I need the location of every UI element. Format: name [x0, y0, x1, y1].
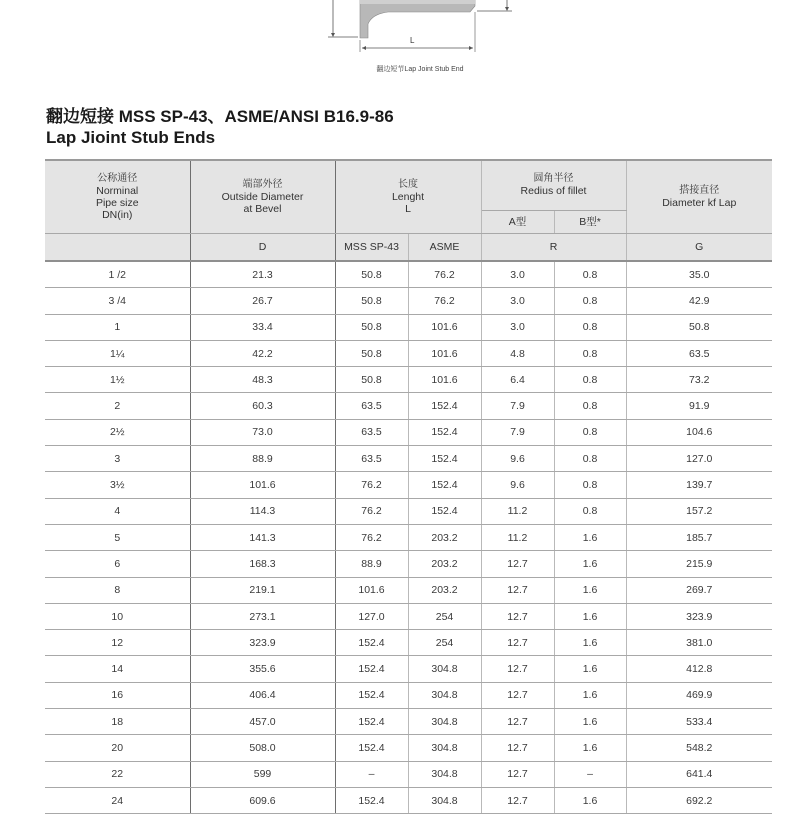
header-mss-sp43: MSS SP-43	[335, 234, 408, 262]
cell-length-mss: 76.2	[335, 472, 408, 498]
cell-lap-diameter: 185.7	[626, 524, 772, 550]
cell-nominal-size: 3 /4	[45, 288, 190, 314]
cell-radius-b: 1.6	[554, 787, 626, 813]
cell-radius-b: 1.6	[554, 577, 626, 603]
cell-outside-diameter: 88.9	[190, 446, 335, 472]
cell-lap-diameter: 381.0	[626, 630, 772, 656]
cell-length-mss: 152.4	[335, 682, 408, 708]
cell-radius-b: 0.8	[554, 446, 626, 472]
cell-nominal-size: 4	[45, 498, 190, 524]
header-outside-diameter: 端部外径 Outside Diameter at Bevel	[190, 160, 335, 234]
cell-outside-diameter: 73.0	[190, 419, 335, 445]
cell-radius-a: 4.8	[481, 340, 554, 366]
cell-nominal-size: 24	[45, 787, 190, 813]
cell-length-mss: 76.2	[335, 524, 408, 550]
page-title	[46, 106, 394, 148]
table-row	[45, 393, 772, 419]
cell-radius-b: 1.6	[554, 524, 626, 550]
cell-nominal-size: 6	[45, 551, 190, 577]
cell-length-asme: 152.4	[408, 472, 481, 498]
cell-length-mss: 152.4	[335, 630, 408, 656]
cell-lap-diameter: 323.9	[626, 603, 772, 629]
table-row	[45, 656, 772, 682]
cell-length-asme: 304.8	[408, 682, 481, 708]
cell-length-mss: 152.4	[335, 656, 408, 682]
header-length: 长度 Lenght L	[335, 160, 481, 234]
cell-outside-diameter: 508.0	[190, 735, 335, 761]
cell-radius-a: 3.0	[481, 314, 554, 340]
cell-radius-a: 9.6	[481, 446, 554, 472]
table-row	[45, 288, 772, 314]
cell-nominal-size: 1¼	[45, 340, 190, 366]
cell-lap-diameter: 157.2	[626, 498, 772, 524]
stub-ends-spec-table	[45, 159, 772, 814]
cell-radius-a: 12.7	[481, 577, 554, 603]
cell-radius-a: 11.2	[481, 498, 554, 524]
cell-length-asme: 101.6	[408, 314, 481, 340]
cell-outside-diameter: 457.0	[190, 709, 335, 735]
cell-radius-a: 7.9	[481, 393, 554, 419]
cell-length-asme: 203.2	[408, 524, 481, 550]
header-asme: ASME	[408, 234, 481, 262]
table-row	[45, 314, 772, 340]
cell-lap-diameter: 692.2	[626, 787, 772, 813]
cell-length-mss: 152.4	[335, 735, 408, 761]
cell-length-mss: 50.8	[335, 261, 408, 288]
cell-length-asme: 152.4	[408, 498, 481, 524]
cell-radius-b: 0.8	[554, 314, 626, 340]
cell-length-asme: 101.6	[408, 340, 481, 366]
cell-length-mss: 63.5	[335, 393, 408, 419]
cell-outside-diameter: 114.3	[190, 498, 335, 524]
cell-nominal-size: 16	[45, 682, 190, 708]
header-fillet-radius: 圆角半径 Redius of fillet	[481, 160, 626, 210]
cell-length-mss: 76.2	[335, 498, 408, 524]
title-line-2: Lap Jioint Stub Ends	[46, 128, 216, 147]
table-row	[45, 761, 772, 787]
table-row	[45, 551, 772, 577]
cell-nominal-size: 22	[45, 761, 190, 787]
cell-outside-diameter: 42.2	[190, 340, 335, 366]
cell-radius-b: 1.6	[554, 709, 626, 735]
cell-radius-b: 0.8	[554, 419, 626, 445]
cell-length-mss: 50.8	[335, 340, 408, 366]
dimension-label-l: L	[410, 36, 415, 45]
cell-lap-diameter: 533.4	[626, 709, 772, 735]
cell-radius-a: 12.7	[481, 630, 554, 656]
cell-nominal-size: 8	[45, 577, 190, 603]
cell-nominal-size: 1½	[45, 367, 190, 393]
cell-nominal-size: 2	[45, 393, 190, 419]
cell-outside-diameter: 406.4	[190, 682, 335, 708]
cell-length-asme: 203.2	[408, 551, 481, 577]
cell-radius-b: 1.6	[554, 682, 626, 708]
cell-radius-a: 12.7	[481, 761, 554, 787]
table-row	[45, 682, 772, 708]
cell-nominal-size: 3	[45, 446, 190, 472]
table-row	[45, 498, 772, 524]
table-row	[45, 367, 772, 393]
cell-nominal-size: 3½	[45, 472, 190, 498]
table-row	[45, 340, 772, 366]
cell-lap-diameter: 127.0	[626, 446, 772, 472]
table-row	[45, 709, 772, 735]
cell-length-asme: 304.8	[408, 656, 481, 682]
cell-outside-diameter: 141.3	[190, 524, 335, 550]
cell-length-mss: 152.4	[335, 709, 408, 735]
cell-radius-b: 1.6	[554, 603, 626, 629]
cell-radius-a: 12.7	[481, 682, 554, 708]
cell-length-asme: 203.2	[408, 577, 481, 603]
cell-length-asme: 304.8	[408, 735, 481, 761]
cell-nominal-size: 5	[45, 524, 190, 550]
cell-lap-diameter: 469.9	[626, 682, 772, 708]
cell-length-asme: 101.6	[408, 367, 481, 393]
table-row	[45, 419, 772, 445]
cell-length-mss: 50.8	[335, 314, 408, 340]
cell-outside-diameter: 323.9	[190, 630, 335, 656]
table-row	[45, 603, 772, 629]
cell-lap-diameter: 63.5	[626, 340, 772, 366]
header-nominal-pipe-size: 公称通径 Norminal Pipe size DN(in)	[45, 160, 190, 234]
cell-radius-b: 0.8	[554, 288, 626, 314]
cell-length-mss: 63.5	[335, 419, 408, 445]
cell-radius-b: 0.8	[554, 340, 626, 366]
cell-radius-a: 12.7	[481, 787, 554, 813]
cell-outside-diameter: 101.6	[190, 472, 335, 498]
cell-length-asme: 76.2	[408, 261, 481, 288]
cell-nominal-size: 20	[45, 735, 190, 761]
cell-nominal-size: 10	[45, 603, 190, 629]
cell-radius-b: 0.8	[554, 367, 626, 393]
cell-nominal-size: 2½	[45, 419, 190, 445]
cell-radius-a: 12.7	[481, 603, 554, 629]
cell-radius-a: 7.9	[481, 419, 554, 445]
cell-length-asme: 254	[408, 630, 481, 656]
cell-outside-diameter: 219.1	[190, 577, 335, 603]
cell-lap-diameter: 104.6	[626, 419, 772, 445]
cell-radius-a: 3.0	[481, 261, 554, 288]
cell-length-asme: 152.4	[408, 419, 481, 445]
cell-length-asme: 76.2	[408, 288, 481, 314]
cell-length-mss: 101.6	[335, 577, 408, 603]
cell-outside-diameter: 609.6	[190, 787, 335, 813]
cell-lap-diameter: 548.2	[626, 735, 772, 761]
cell-length-mss: 152.4	[335, 787, 408, 813]
header-type-a: A型	[481, 210, 554, 233]
header-type-b: B型*	[554, 210, 626, 233]
cell-length-mss: 88.9	[335, 551, 408, 577]
cell-lap-diameter: 215.9	[626, 551, 772, 577]
cell-nominal-size: 12	[45, 630, 190, 656]
title-line-1: 翻边短接 MSS SP-43、ASME/ANSI B16.9-86	[46, 107, 394, 126]
cell-length-asme: 254	[408, 603, 481, 629]
header-code-r: R	[481, 234, 626, 262]
stub-end-diagram	[300, 0, 540, 80]
cell-outside-diameter: 60.3	[190, 393, 335, 419]
cell-radius-a: 12.7	[481, 656, 554, 682]
cell-length-asme: 152.4	[408, 446, 481, 472]
cell-radius-b: 0.8	[554, 472, 626, 498]
cell-outside-diameter: 168.3	[190, 551, 335, 577]
cell-outside-diameter: 33.4	[190, 314, 335, 340]
cell-radius-b: 0.8	[554, 261, 626, 288]
cell-radius-b: –	[554, 761, 626, 787]
cell-radius-b: 1.6	[554, 735, 626, 761]
table-row	[45, 524, 772, 550]
table-row	[45, 630, 772, 656]
stub-end-drawing-icon	[300, 0, 540, 62]
header-code-d: D	[190, 234, 335, 262]
cell-radius-a: 12.7	[481, 735, 554, 761]
table-row	[45, 577, 772, 603]
table-row	[45, 735, 772, 761]
cell-outside-diameter: 599	[190, 761, 335, 787]
cell-radius-b: 0.8	[554, 498, 626, 524]
cell-length-asme: 304.8	[408, 709, 481, 735]
table-row	[45, 472, 772, 498]
cell-lap-diameter: 269.7	[626, 577, 772, 603]
cell-outside-diameter: 26.7	[190, 288, 335, 314]
cell-length-mss: 63.5	[335, 446, 408, 472]
cell-length-mss: –	[335, 761, 408, 787]
header-blank-dn	[45, 234, 190, 262]
cell-nominal-size: 1 /2	[45, 261, 190, 288]
table-row	[45, 261, 772, 288]
diagram-caption: 翻边短节Lap Joint Stub End	[376, 66, 464, 73]
table-row	[45, 787, 772, 813]
cell-outside-diameter: 273.1	[190, 603, 335, 629]
cell-lap-diameter: 91.9	[626, 393, 772, 419]
cell-lap-diameter: 50.8	[626, 314, 772, 340]
cell-radius-b: 0.8	[554, 393, 626, 419]
cell-lap-diameter: 412.8	[626, 656, 772, 682]
cell-radius-a: 12.7	[481, 709, 554, 735]
cell-length-asme: 152.4	[408, 393, 481, 419]
cell-lap-diameter: 139.7	[626, 472, 772, 498]
cell-lap-diameter: 641.4	[626, 761, 772, 787]
cell-lap-diameter: 42.9	[626, 288, 772, 314]
cell-length-mss: 127.0	[335, 603, 408, 629]
header-lap-diameter: 搭接直径 Diameter kf Lap	[626, 160, 772, 234]
cell-lap-diameter: 35.0	[626, 261, 772, 288]
cell-radius-b: 1.6	[554, 656, 626, 682]
cell-radius-a: 12.7	[481, 551, 554, 577]
cell-radius-a: 9.6	[481, 472, 554, 498]
cell-length-asme: 304.8	[408, 761, 481, 787]
header-code-g: G	[626, 234, 772, 262]
cell-outside-diameter: 355.6	[190, 656, 335, 682]
cell-radius-a: 3.0	[481, 288, 554, 314]
cell-length-asme: 304.8	[408, 787, 481, 813]
cell-length-mss: 50.8	[335, 288, 408, 314]
cell-radius-a: 6.4	[481, 367, 554, 393]
cell-outside-diameter: 48.3	[190, 367, 335, 393]
table-row	[45, 446, 772, 472]
cell-nominal-size: 1	[45, 314, 190, 340]
cell-nominal-size: 18	[45, 709, 190, 735]
cell-nominal-size: 14	[45, 656, 190, 682]
cell-outside-diameter: 21.3	[190, 261, 335, 288]
cell-radius-a: 11.2	[481, 524, 554, 550]
cell-length-mss: 50.8	[335, 367, 408, 393]
cell-radius-b: 1.6	[554, 630, 626, 656]
cell-lap-diameter: 73.2	[626, 367, 772, 393]
cell-radius-b: 1.6	[554, 551, 626, 577]
